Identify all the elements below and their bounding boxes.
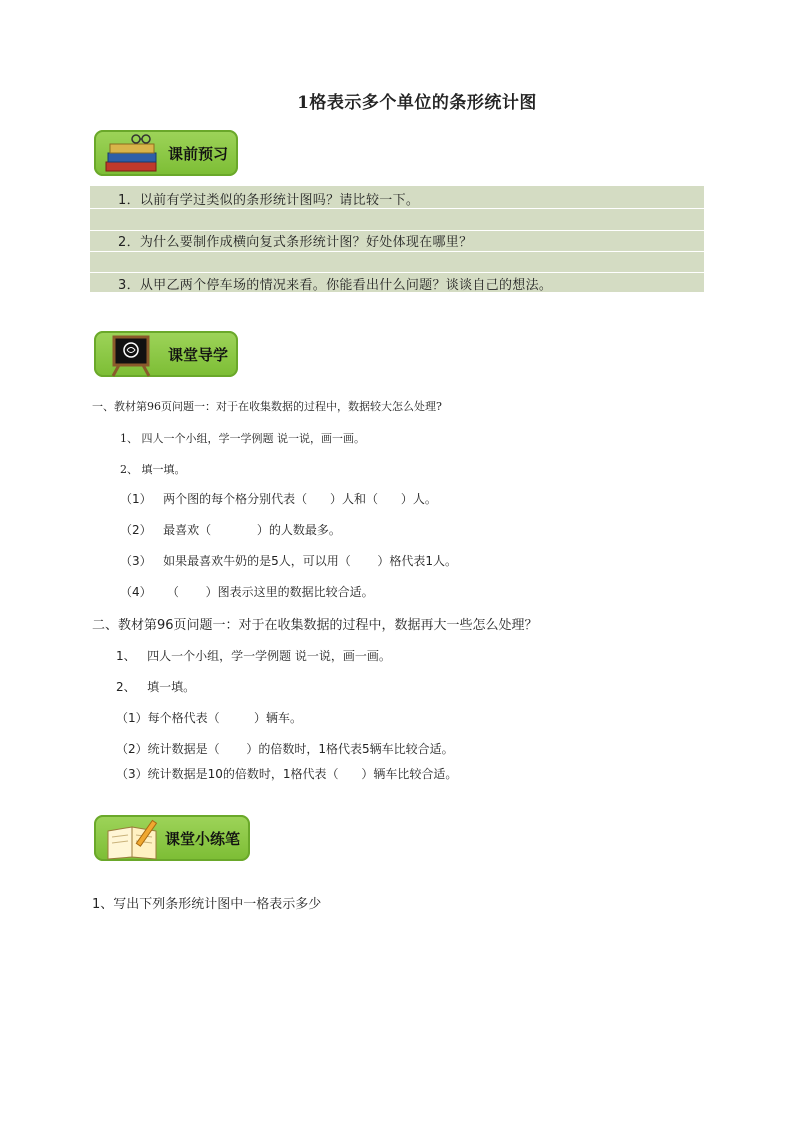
practice-question-1: 1、写出下列条形统计图中一格表示多少	[92, 897, 322, 912]
section-title-preview: 课前预习	[167, 145, 228, 163]
blackboard-icon	[102, 333, 162, 377]
notebook-pencil-icon	[102, 817, 166, 861]
guide-part2-item-1: （1）每个格代表（ ）辆车。	[116, 711, 302, 725]
preview-question-3: 3．从甲乙两个停车场的情况来看。你能看出什么问题？谈谈自己的想法。	[118, 278, 553, 293]
section-title-practice: 课堂小练笔	[164, 830, 240, 848]
section-badge-practice	[94, 815, 250, 861]
books-icon	[102, 132, 164, 176]
guide-part1-step1: 1、 四人一个小组，学一学例题 说一说，画一画。	[120, 432, 365, 445]
preview-question-2: 2．为什么要制作成横向复式条形统计图？好处体现在哪里？	[118, 235, 473, 250]
section-badge-preview	[94, 130, 238, 176]
guide-part1-heading: 一、教材第96页问题一：对于在收集数据的过程中，数据较大怎么处理?	[92, 400, 442, 413]
section-badge-guide	[94, 331, 238, 377]
section-title-guide: 课堂导学	[167, 346, 228, 364]
guide-part2-item-2: （2）统计数据是（ ）的倍数时，1格代表5辆车比较合适。	[116, 742, 454, 756]
guide-part2-item-3: （3）统计数据是10的倍数时，1格代表（ ）辆车比较合适。	[116, 767, 458, 781]
preview-question-box	[90, 186, 704, 292]
guide-part1-item-4: （4） （ ）图表示这里的数据比较合适。	[120, 585, 374, 599]
guide-part1-step2: 2、 填一填。	[120, 463, 186, 476]
guide-part2-heading: 二、教材第96页问题一：对于在收集数据的过程中，数据再大一些怎么处理？	[92, 618, 538, 633]
guide-part1-item-1: （1） 两个图的每个格分别代表（ ）人和（ ）人。	[120, 492, 437, 506]
guide-part2-step2: 2、 填一填。	[116, 680, 196, 694]
guide-part1-item-2: （2） 最喜欢（ ）的人数最多。	[120, 523, 341, 537]
guide-part1-item-3: （3） 如果最喜欢牛奶的是5人，可以用（ ）格代表1人。	[120, 554, 458, 568]
page-title: 1格表示多个单位的条形统计图	[297, 93, 537, 113]
guide-part2-step1: 1、 四人一个小组，学一学例题 说一说，画一画。	[116, 649, 391, 663]
preview-question-1: 1．以前有学过类似的条形统计图吗？请比较一下。	[118, 193, 420, 208]
